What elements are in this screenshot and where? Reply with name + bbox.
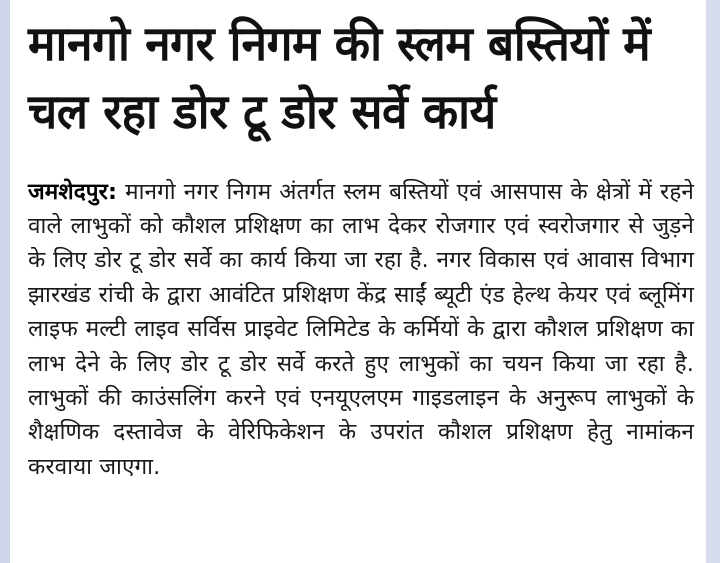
article-body — [28, 175, 694, 485]
article-dateline: जमशेदपुर: — [28, 178, 118, 205]
article-body-text: मानगो नगर निगम अंतर्गत स्लम बस्तियों एवं आसपास के क्षेत्रों में रहने वाले लाभुकों को कौशल प्रशिक्षण का लाभ देकर रोजगार एवं स्वरोजगार से जुड़ने के लिए डोर टू डोर सर्वे का कार्य किया जा रहा है. नगर विकास एवं आवास विभाग झारखंड रांची के द्वारा आवंटित प्रशिक्षण केंद्र साईं ब्यूटी एंड हेल्थ केयर एवं ब्लूमिंग लाइफ मल्टी लाइव सर्विस प्राइवेट लिमिटेड के कर्मियों के द्वारा कौशल प्रशिक्षण का लाभ देने के लिए डोर टू डोर सर्वे करते हुए लाभुकों का चयन किया जा रहा है. लाभुकों की काउंसलिंग करने एवं एनयूएलएम गाइडलाइन के अनुरूप लाभुकों के शैक्षणिक दस्तावेज के वेरिफिकेशन के उपरांत कौशल प्रशिक्षण हेतु नामांकन करवाया जाएगा. — [28, 178, 694, 480]
page-left-edge — [0, 0, 10, 563]
page-right-edge — [706, 0, 720, 563]
article-headline: मानगो नगर निगम की स्लम बस्तियों में चल रहा डोर टू डोर सर्वे कार्य — [28, 16, 651, 140]
